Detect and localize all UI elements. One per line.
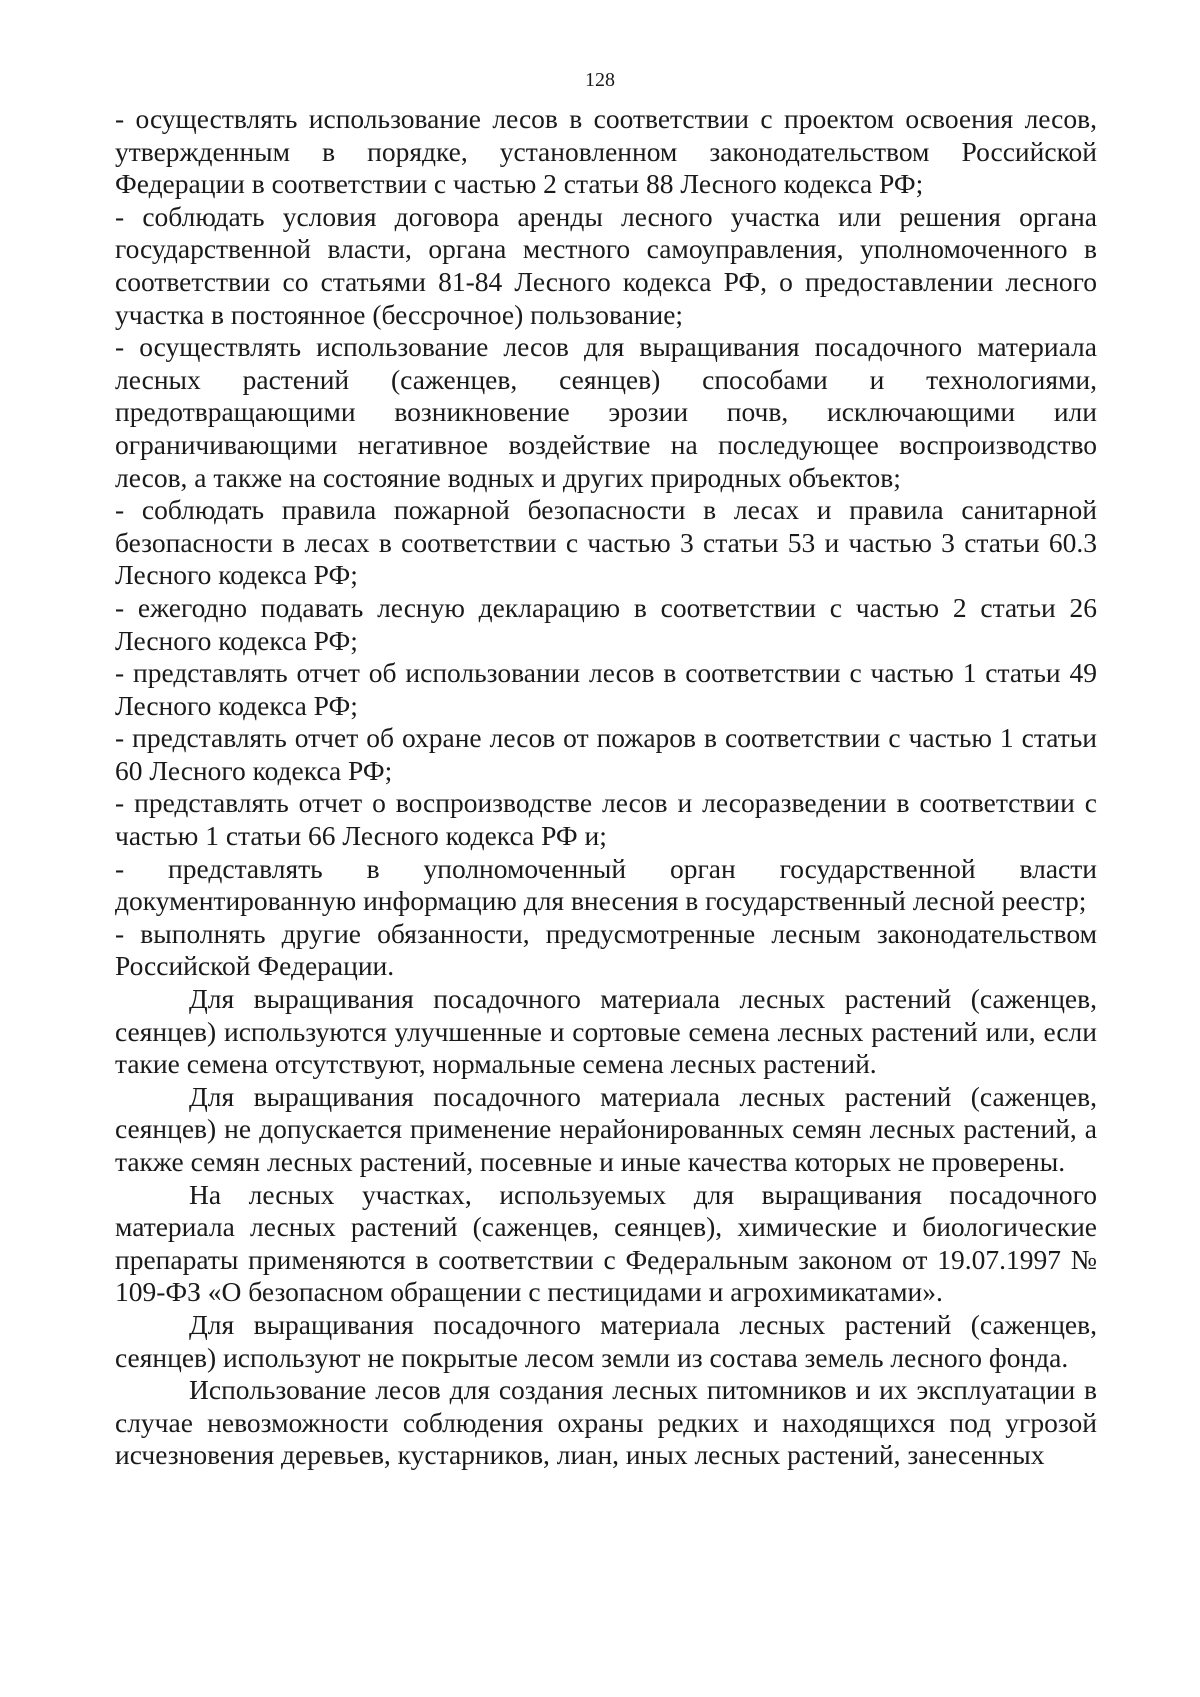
body-paragraph: Для выращивания посадочного материала лесных растений (саженцев, сеянцев) используются улучшенные и сортовые семена лесных растений или, если такие семена отсутствуют, нормальные семена лесных растений. bbox=[115, 983, 1097, 1080]
obligation-item: - представлять отчет об использовании лесов в соответствии с частью 1 статьи 49 Лесного кодекса РФ; bbox=[115, 657, 1097, 721]
obligation-item: - выполнять другие обязанности, предусмотренные лесным законодательством Российской Федерации. bbox=[115, 917, 1097, 982]
obligation-item: - осуществлять использование лесов для выращивания посадочного материала лесных растений (саженцев, сеянцев) способами и технологиями, предотвращающими возникновение эрозии почв, исключающими или ограничивающими негативное воздействие на последующее воспроизводство лесов, а также на состояние водных и других природных объектов; bbox=[115, 331, 1097, 493]
obligation-item: - представлять в уполномоченный орган государственной власти документированную информацию для внесения в государственный лесной реестр; bbox=[115, 852, 1097, 917]
body-paragraph: Использование лесов для создания лесных питомников и их эксплуатации в случае невозможности соблюдения охраны редких и находящихся под угрозой исчезновения деревьев, кустарников, лиан, иных лесных растений, занесенных bbox=[115, 1374, 1097, 1471]
body-paragraph: На лесных участках, используемых для выращивания посадочного материала лесных растений (саженцев, сеянцев), химические и биологические препараты применяются в соответствии с Федеральным законом от 19.07.1997 № 109-ФЗ «О безопасном обращении с пестицидами и агрохимикатами». bbox=[115, 1178, 1097, 1308]
body-paragraph: Для выращивания посадочного материала лесных растений (саженцев, сеянцев) не допускается применение нерайонированных семян лесных растений, а также семян лесных растений, посевные и иные качества которых не проверены. bbox=[115, 1080, 1097, 1177]
obligation-item: - представлять отчет о воспроизводстве лесов и лесоразведении в соответствии с частью 1 статьи 66 Лесного кодекса РФ и; bbox=[115, 787, 1097, 852]
obligation-item: - ежегодно подавать лесную декларацию в соответствии с частью 2 статьи 26 Лесного кодекса РФ; bbox=[115, 591, 1097, 656]
obligation-item: - представлять отчет об охране лесов от пожаров в соответствии с частью 1 статьи 60 Лесного кодекса РФ; bbox=[115, 722, 1097, 786]
obligation-item: - соблюдать правила пожарной безопасности в лесах и правила санитарной безопасности в лесах в соответствии с частью 3 статьи 53 и частью 3 статьи 60.3 Лесного кодекса РФ; bbox=[115, 494, 1097, 591]
body-text bbox=[115, 103, 1097, 1472]
obligation-item: - осуществлять использование лесов в соответствии с проектом освоения лесов, утвержденным в порядке, установленном законодательством Российской Федерации в соответствии с частью 2 статьи 88 Лесного кодекса РФ; bbox=[115, 103, 1097, 200]
page-number: 128 bbox=[585, 69, 615, 91]
body-paragraph: Для выращивания посадочного материала лесных растений (саженцев, сеянцев) используют не покрытые лесом земли из состава земель лесного фонда. bbox=[115, 1308, 1097, 1373]
obligation-item: - соблюдать условия договора аренды лесного участка или решения органа государственной власти, органа местного самоуправления, уполномоченного в соответствии со статьями 81-84 Лесного кодекса РФ, о предоставлении лесного участка в постоянное (бессрочное) пользование; bbox=[115, 200, 1097, 330]
